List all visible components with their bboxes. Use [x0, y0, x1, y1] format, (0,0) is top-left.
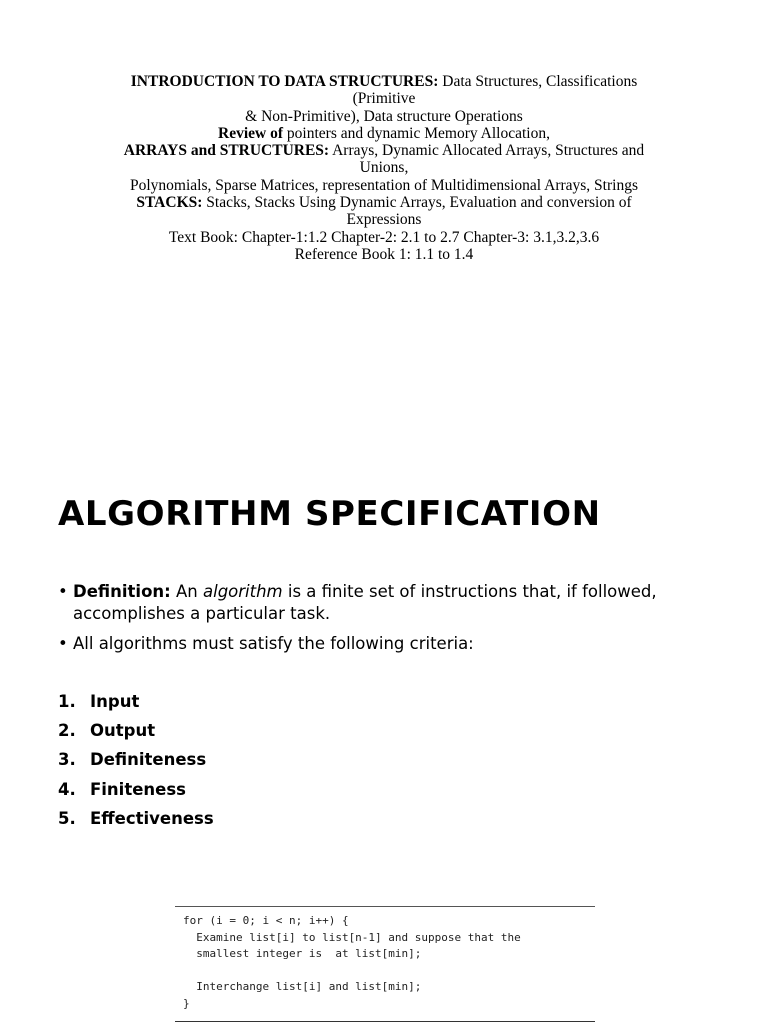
- syllabus-block: [110, 73, 658, 263]
- criteria-label: Finiteness: [90, 779, 186, 799]
- syllabus-line-stacks: [110, 194, 658, 229]
- bullet-dot-icon: •: [58, 634, 68, 653]
- syllabus-heading-arrays: ARRAYS and STRUCTURES:: [123, 142, 330, 160]
- definition-text: is a finite set of instructions that, if followed, accomplishes a particular task.: [73, 582, 657, 623]
- code-line: smallest integer is at list[min];: [183, 947, 422, 960]
- criteria-item: [58, 807, 214, 836]
- code-block: [175, 907, 595, 1012]
- definition-term: algorithm: [203, 582, 283, 601]
- criteria-label: Input: [90, 692, 140, 711]
- syllabus-heading-stacks: STACKS:: [136, 194, 203, 212]
- syllabus-line-polynomials: Polynomials, Sparse Matrices, representation of Multidimensional Arrays, Strings: [130, 176, 638, 194]
- syllabus-line-reference: Reference Book 1: 1.1 to 1.4: [294, 245, 474, 263]
- code-line: Examine list[i] to list[n-1] and suppose that the: [183, 930, 521, 944]
- criteria-label: Effectiveness: [90, 808, 214, 828]
- code-snippet: [175, 906, 595, 1022]
- criteria-item: [58, 778, 214, 807]
- criteria-number: 1.: [58, 692, 76, 711]
- criteria-list: [58, 690, 214, 836]
- syllabus-line-classifications: & Non-Primitive), Data structure Operations: [245, 107, 523, 125]
- code-line: }: [183, 996, 190, 1010]
- criteria-intro-text: All algorithms must satisfy the following criteria:: [73, 634, 474, 653]
- criteria-label: Definiteness: [90, 750, 207, 770]
- bullet-definition: [58, 581, 698, 625]
- code-line: Interchange list[i] and list[min];: [183, 980, 422, 993]
- syllabus-line-textbook: Text Book: Chapter-1:1.2 Chapter-2: 2.1 to 2.7 Chapter-3: 3.1,3.2,3.6: [168, 228, 600, 246]
- criteria-item: [58, 690, 214, 719]
- syllabus-line-intro: [110, 73, 658, 108]
- syllabus-line-arrays: [110, 142, 658, 177]
- criteria-item: [58, 748, 214, 777]
- bullet-criteria-intro: [58, 633, 698, 655]
- syllabus-line-review: [110, 125, 658, 142]
- criteria-number: 2.: [58, 721, 76, 741]
- code-line: for (i = 0; i < n; i++) {: [183, 914, 349, 927]
- criteria-number: 4.: [58, 779, 76, 799]
- bullet-dot-icon: •: [58, 582, 68, 601]
- definition-pre: An: [170, 582, 203, 601]
- section-title: ALGORITHM SPECIFICATION: [58, 494, 601, 534]
- bullet-list: [58, 581, 698, 663]
- syllabus-text-intro: Data Structures, Classifications (Primitive: [352, 73, 638, 108]
- syllabus-text-stacks: Stacks, Stacks Using Dynamic Arrays, Evaluation and conversion of Expressions: [202, 194, 632, 229]
- criteria-label: Output: [90, 721, 156, 741]
- syllabus-heading-review: Review of: [218, 124, 284, 142]
- criteria-item: [58, 719, 214, 748]
- criteria-number: 3.: [58, 750, 76, 770]
- syllabus-text-arrays: Arrays, Dynamic Allocated Arrays, Structures and Unions,: [329, 142, 645, 177]
- criteria-number: 5.: [58, 808, 76, 828]
- definition-label: Definition:: [73, 582, 171, 601]
- code-line: [183, 963, 595, 980]
- syllabus-text-review: pointers and dynamic Memory Allocation,: [283, 124, 550, 142]
- syllabus-heading-intro: INTRODUCTION TO DATA STRUCTURES:: [130, 73, 439, 90]
